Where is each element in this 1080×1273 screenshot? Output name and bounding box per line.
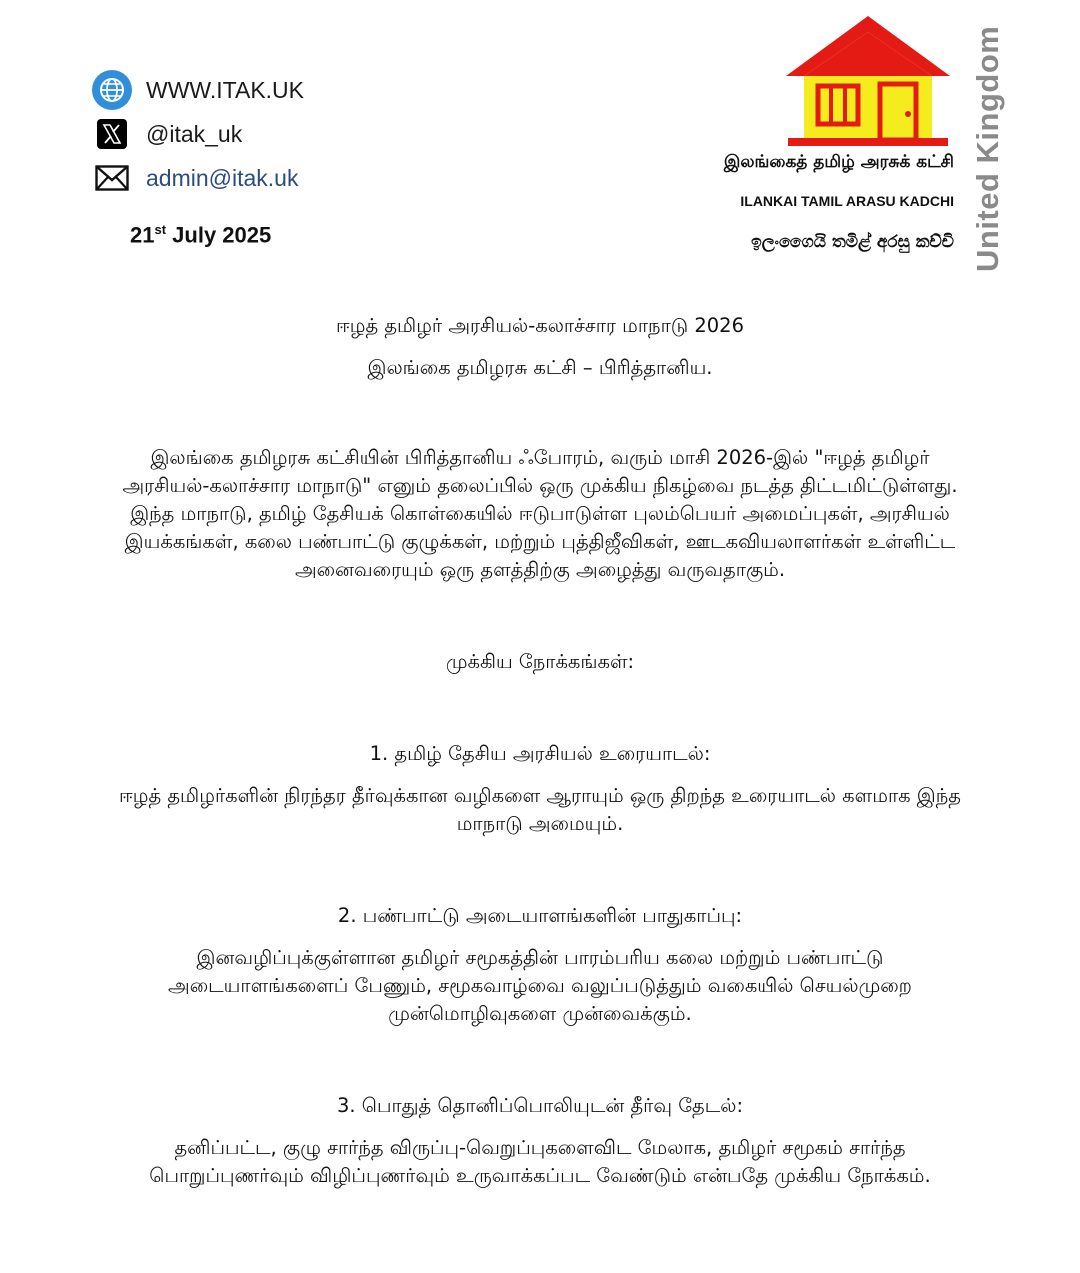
org-name-english: ILANKAI TAMIL ARASU KADCHI bbox=[740, 193, 954, 209]
letter-date bbox=[130, 222, 271, 248]
date-suffix: st bbox=[154, 222, 167, 237]
party-house-logo bbox=[782, 14, 954, 148]
email-link[interactable]: admin@itak.uk bbox=[146, 164, 299, 191]
date-day: 21 bbox=[130, 222, 155, 248]
org-name-tamil: இலங்கைத் தமிழ் அரசுக் கட்சி bbox=[723, 152, 954, 172]
x-logo-icon bbox=[92, 114, 132, 154]
website-row[interactable] bbox=[92, 70, 304, 110]
org-name-sinhala: ඉලංගෛයි තමිළ් අරසු කච්චි bbox=[751, 232, 954, 252]
objective-3-text: தனிப்பட்ட, குழு சார்ந்த விருப்பு-வெறுப்புகளைவிட மேலாக, தமிழர் சமூகம் சார்ந்த பொறுப்புணர்வும் விழிப்புணர்வும் உருவாக்கப்பட வேண்டும் என்பதே முக்கிய நோக்கம். bbox=[149, 1136, 931, 1187]
document-subtitle: இலங்கை தமிழரசு கட்சி – பிரித்தானிய. bbox=[367, 356, 713, 379]
email-row[interactable] bbox=[92, 158, 298, 198]
letter-body bbox=[110, 312, 970, 1190]
intro-paragraph: இலங்கை தமிழரசு கட்சியின் பிரித்தானிய ஃபோரம், வரும் மாசி 2026-இல் "ஈழத் தமிழர் அரசியல்-கலாச்சார மாநாடு" எனும் தலைப்பில் ஒரு முக்கிய நிகழ்வை நடத்த திட்டமிட்டுள்ளது. இந்த மாநாடு, தமிழ் தேசியக் கொள்கையில் ஈடுபாடுள்ள புலம்பெயர் அமைப்புகள், அரசியல் இயக்கங்கள், கலை பண்பாட்டு குழுக்கள், மற்றும் புத்திஜீவிகள், ஊடகவியலாளர்கள் உள்ளிட்ட அனைவரையும் ஒரு தளத்திற்கு அழைத்து வருவதாகும். bbox=[122, 446, 958, 581]
country-label: United Kingdom bbox=[970, 25, 1005, 272]
globe-icon bbox=[92, 70, 132, 110]
objective-2-text: இனவழிப்புக்குள்ளான தமிழர் சமூகத்தின் பாரம்பரிய கலை மற்றும் பண்பாட்டு அடையாளங்களைப் பேணும், சமூகவாழ்வை வலுப்படுத்தும் வகையில் செயல்முறை முன்மொழிவுகளை முன்வைக்கும். bbox=[168, 946, 912, 1025]
envelope-icon bbox=[92, 158, 132, 198]
objectives-heading: முக்கிய நோக்கங்கள்: bbox=[445, 650, 635, 673]
date-rest: July 2025 bbox=[172, 222, 272, 248]
objective-1-title: 1. தமிழ் தேசிய அரசியல் உரையாடல்: bbox=[369, 742, 711, 765]
x-handle-row[interactable] bbox=[92, 114, 242, 154]
objective-3-title: 3. பொதுத் தொனிப்பொலியுடன் தீர்வு தேடல்: bbox=[336, 1094, 744, 1117]
website-link[interactable]: WWW.ITAK.UK bbox=[146, 76, 305, 103]
x-handle-link[interactable]: @itak_uk bbox=[146, 120, 243, 147]
objective-1-text: ஈழத் தமிழர்களின் நிரந்தர தீர்வுக்கான வழிகளை ஆராயும் ஒரு திறந்த உரையாடல் களமாக இந்த மாநாடு அமையும். bbox=[119, 784, 961, 835]
document-title: ஈழத் தமிழர் அரசியல்-கலாச்சார மாநாடு 2026 bbox=[336, 314, 744, 337]
objective-2-title: 2. பண்பாட்டு அடையாளங்களின் பாதுகாப்பு: bbox=[337, 904, 743, 927]
